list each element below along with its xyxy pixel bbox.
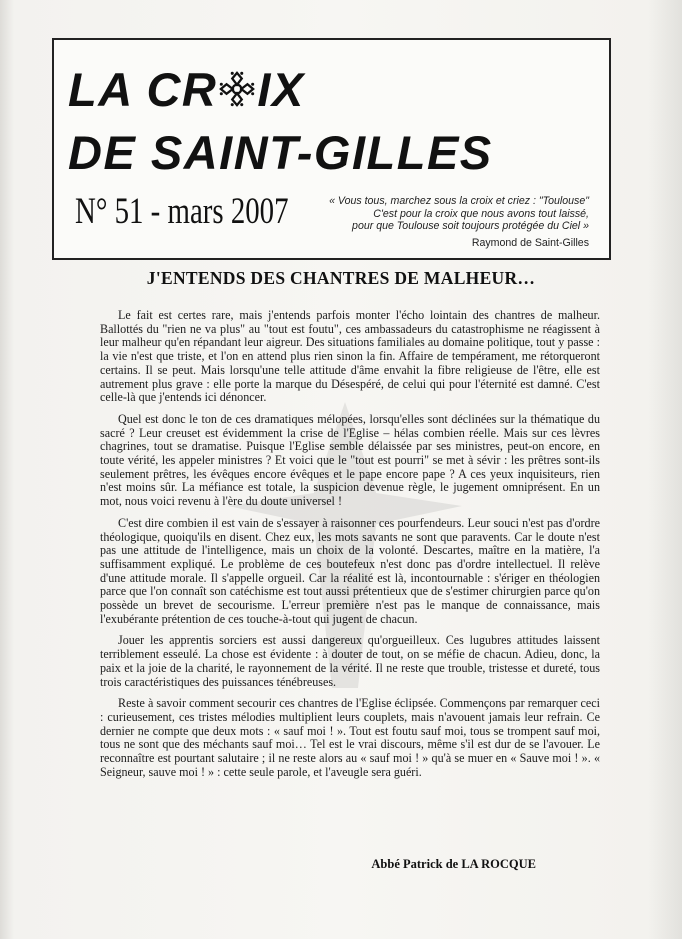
occitan-cross-icon	[218, 68, 256, 106]
article-headline: J'ENTENDS DES CHANTRES DE MALHEUR…	[146, 268, 536, 288]
article-body	[100, 309, 600, 788]
title-text-part2: IX	[257, 63, 305, 116]
article-paragraph: Quel est donc le ton de ces dramatiques mélopées, lorsqu'elles sont déclinées sur la thématique du sacré ? Leur creuset est évidemment la crise de l'Eglise – hélas combien réelle. Mais sur ces lèvres chagrines, tout se dramatise. Puisque l'Eglise semble délaissée par ses ministres, peut-on encore, en toute vérité, les appeler ministres ? Et voici que le "tout est pourri" se met à sévir : les prêtres sont-ils seulement prêtres, les évêques encore évêques et le pape encore pape ? A ces yeux inquisiteurs, rien n'est moins sûr. La méfiance est totale, la suspicion devenue règle, le jugement omniprésent. En un mot, nous voici revenu à l'ère du doute universel !	[100, 411, 600, 509]
quote-line: pour que Toulouse soit toujours protégée du Ciel »	[352, 220, 589, 232]
article-paragraph: Le fait est certes rare, mais j'entends parfois monter l'écho lointain des chantres de malheur. Ballottés du "rien ne va plus" au "tout est foutu", ces ambassadeurs du catastrophisme ne réagissent à leur malheur qu'en répandant leur aigreur. Des situations familiales au domaine politique, tout y passe : la vie n'est que triste, et l'on en attend plus rien sinon la fin. Affaire de tempérament, me rétorqueront certains. Il se peut. Mais lorsqu'une telle attitude d'âme envahit la fibre religieuse de l'être, elle est autrement plus grave : elle porte la marque du Désespéré, de celui qui pour l'éternité est damné. C'est celle-là que j'entends ici dénoncer.	[100, 308, 600, 405]
issue-number: N° 51 - mars 2007	[75, 191, 289, 232]
newsletter-title	[68, 63, 305, 116]
article-paragraph: Jouer les apprentis sorciers est aussi dangereux qu'orgueilleux. Ces lugubres attitudes laissent terriblement esseulé. La chose est évidente : à douter de tout, on se méfie de chacun. Adieu, donc, la paix et la joie de la charité, le rayonnement de la vérité. Il ne reste que trouble, tristesse et dureté, tous trois caractéristiques des puissances ténébreuses.	[100, 633, 600, 689]
author-signature: Abbé Patrick de LA ROCQUE	[371, 857, 536, 871]
quote-author: Raymond de Saint-Gilles	[471, 237, 589, 249]
article-paragraph: Reste à savoir comment secourir ces chantres de l'Eglise éclipsée. Commençons par remarquer ceci : curieusement, ces tristes mélodies multiplient leurs couplets, mais n'avouent jamais leur refrain. Ce dernier ne compte que deux mots : « sauf moi ! ». Tout est foutu sauf moi, tous se trompent sauf moi, tous ne sont que des méchants sauf moi… Tel est le vrai discours, même s'il est dur de se l'avouer. Le reconnaître est pourtant salutaire ; il ne reste alors au « sauf moi ! » qu'à se muer en « Sauve moi ! ». « Seigneur, sauve moi ! » : cette seule parole, et l'aveugle sera guéri.	[100, 696, 600, 779]
article-paragraph: C'est dire combien il est vain de s'essayer à raisonner ces pourfendeurs. Leur souci n'est pas d'ordre théologique, quoiqu'ils en disent. Chez eux, les mots savants ne sont que paravents. Car le doute n'est pas une attitude de l'intelligence, mais un choix de la volonté. Descartes, maître en la matière, l'a suffisamment expliqué. Le problème de ces boutefeux n'est donc pas d'ordre intellectuel. Il relève d'une attitude morale. Il s'appelle orgueil. Car la réalité est là, incontournable : s'ériger en théologien parce que l'on connaît son catéchisme est tout aussi prétentieux que de s'estimer chirurgien parce qu'on possède un brevet de secourisme. L'erreur première n'est pas le manque de connaissance, mais l'exubérante prétention de ces touche-à-tout qui jugent de chacun.	[100, 515, 600, 626]
newsletter-title-line2: DE SAINT-GILLES	[68, 126, 493, 179]
quote-line: « Vous tous, marchez sous la croix et criez : "Toulouse"	[329, 195, 589, 207]
masthead	[52, 38, 611, 260]
epigraph-quote	[269, 195, 589, 233]
quote-line: C'est pour la croix que nous avons tout laissé,	[373, 207, 589, 220]
title-text-part1: LA CR	[68, 63, 218, 116]
